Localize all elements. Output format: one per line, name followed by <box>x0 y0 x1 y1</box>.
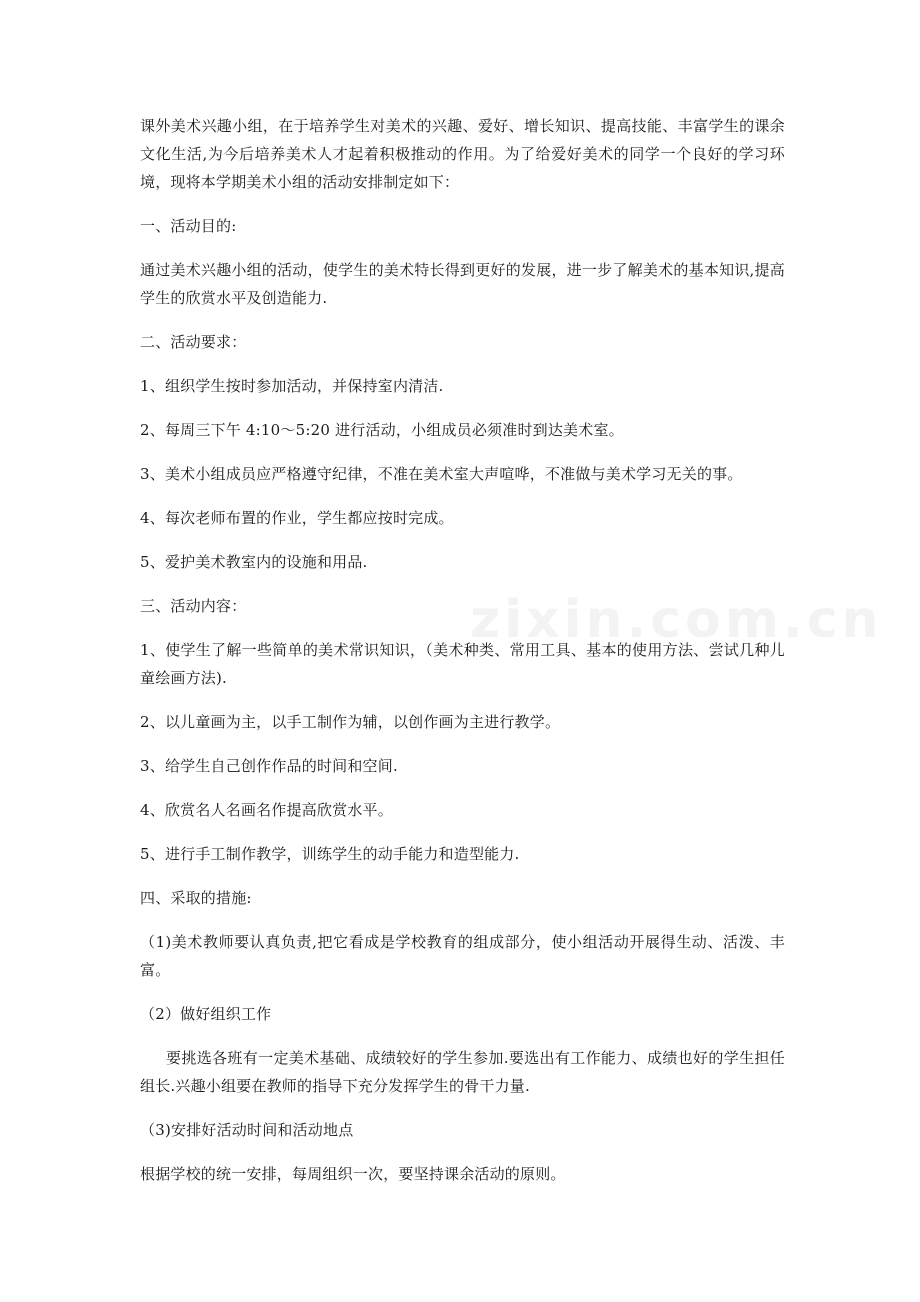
requirement-item: 1、组织学生按时参加活动，并保持室内清洁. <box>140 377 444 395</box>
measure-item: （2）做好组织工作 <box>140 1005 272 1023</box>
content-item: 5、进行手工制作教学，训练学生的动手能力和造型能力. <box>140 845 520 863</box>
requirement-item: 3、美术小组成员应严格遵守纪律，不准在美术室大声喧哗，不准做与美术学习无关的事。 <box>140 465 743 483</box>
content-item: 4、欣赏名人名画名作提高欣赏水平。 <box>140 801 393 819</box>
section-heading-purpose: 一、活动目的: <box>140 217 237 235</box>
section-heading-measures: 四、采取的措施: <box>140 889 252 907</box>
content-item: 2、以儿童画为主，以手工制作为辅，以创作画为主进行教学。 <box>140 713 561 731</box>
content-item: 3、给学生自己创作作品的时间和空间. <box>140 757 398 775</box>
requirement-item: 5、爱护美术教室内的设施和用品. <box>140 553 368 571</box>
section-heading-requirements: 二、活动要求： <box>140 333 247 351</box>
document-body <box>140 112 785 1204</box>
section-heading-content: 三、活动内容： <box>140 597 247 615</box>
measure-detail: 要挑选各班有一定美术基础、成绩较好的学生参加.要选出有工作能力、成绩也好的学生担任组长.兴趣小组要在教师的指导下充分发挥学生的骨干力量. <box>140 1049 785 1095</box>
watermark-text: zixin.com.cn <box>470 590 883 650</box>
requirement-item: 4、每次老师布置的作业，学生都应按时完成。 <box>140 509 454 527</box>
content-item: 1、使学生了解一些简单的美术常识知识，（美术种类、常用工具、基本的使用方法、尝试几种儿童绘画方法). <box>140 641 785 687</box>
measure-detail: 根据学校的统一安排，每周组织一次，要坚持课余活动的原则。 <box>140 1165 566 1183</box>
measure-item: （1)美术教师要认真负责,把它看成是学校教育的组成部分，使小组活动开展得生动、活泼、丰富。 <box>140 933 785 979</box>
purpose-paragraph: 通过美术兴趣小组的活动，使学生的美术特长得到更好的发展，进一步了解美术的基本知识,提高学生的欣赏水平及创造能力. <box>140 261 785 307</box>
measure-item: （3)安排好活动时间和活动地点 <box>140 1121 354 1139</box>
intro-paragraph: 课外美术兴趣小组，在于培养学生对美术的兴趣、爱好、增长知识、提高技能、丰富学生的课余文化生活,为今后培养美术人才起着积极推动的作用。为了给爱好美术的同学一个良好的学习环境，现将本学期美术小组的活动安排制定如下： <box>140 117 785 191</box>
requirement-item: 2、每周三下午 4:10～5:20 进行活动，小组成员必须准时到达美术室。 <box>140 421 624 439</box>
